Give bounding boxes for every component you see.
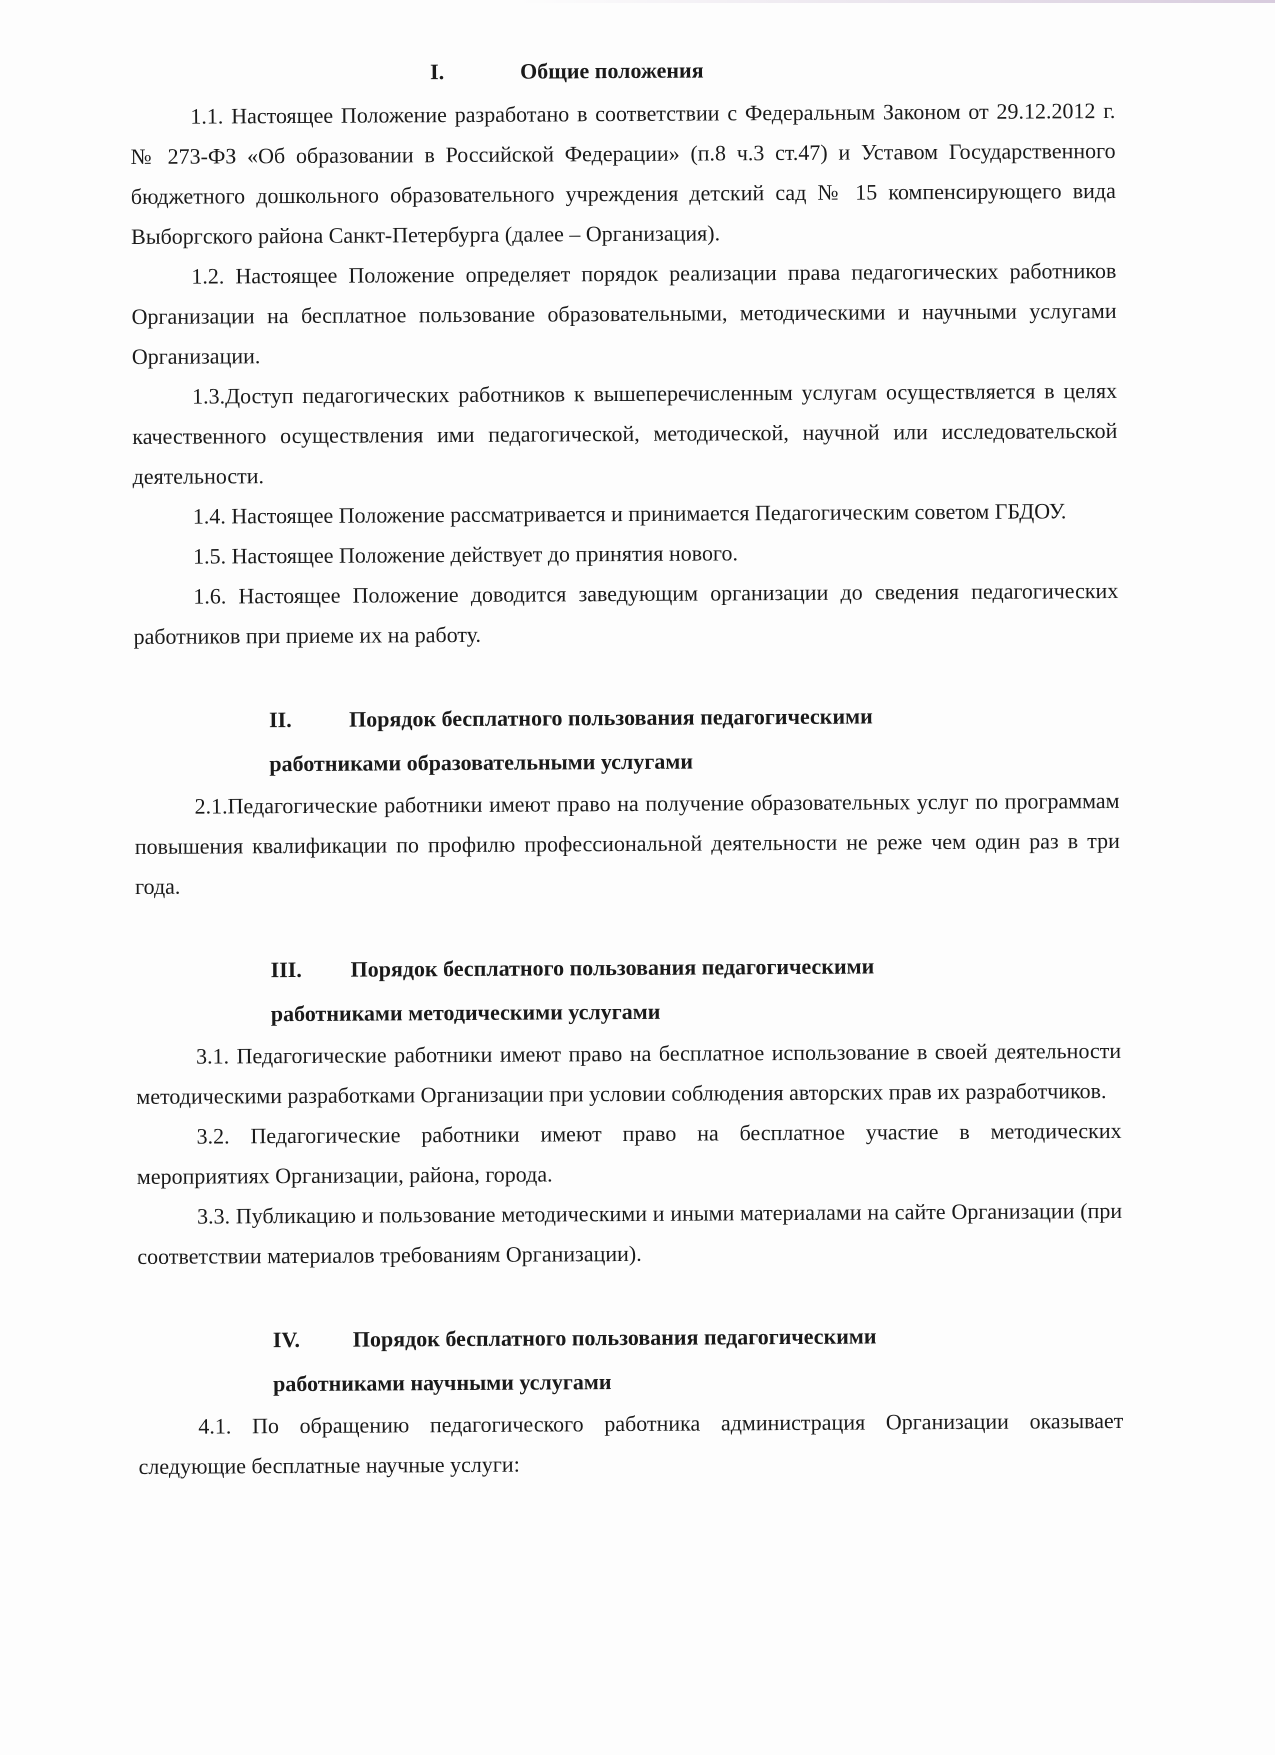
- section-3-number: III.: [270, 956, 302, 983]
- section-4-title-line-1: Порядок бесплатного пользования педагогическими: [352, 1323, 877, 1352]
- paragraph-1-6: 1.6. Настоящее Положение доводится заведующим организации до сведения педагогических работников при приеме их на работу.: [133, 577, 1119, 649]
- paragraph-1-2: 1.2. Настоящее Положение определяет порядок реализации права педагогических работников Организации на бесплатное пользование образовательными, методическими и научными услугами Организации.: [131, 257, 1117, 369]
- paragraph-1-5: 1.5. Настоящее Положение действует до принятия нового.: [192, 540, 739, 569]
- section-2-title-line-2: работниками образовательными услугами: [269, 748, 694, 777]
- section-1-number: I.: [430, 59, 445, 85]
- paragraph-3-3: 3.3. Публикацию и пользование методическими и иными материалами на сайте Организации (при соответствии материалов требованиям Организации).: [137, 1197, 1123, 1269]
- section-4-number: IV.: [272, 1326, 301, 1353]
- paragraph-1-3: 1.3.Доступ педагогических работников к вышеперечисленным услугам осуществляется в целях качественного осуществления ими педагогической, методической, научной или исследовательской деятельности.: [132, 377, 1118, 489]
- section-2-heading: [269, 693, 1120, 786]
- section-4-title-line-2: работниками научными услугами: [273, 1369, 612, 1397]
- section-2-number: II.: [268, 707, 292, 733]
- section-3-title-line-2: работниками методическими услугами: [270, 998, 661, 1027]
- section-1-heading: [430, 49, 1115, 91]
- paragraph-3-2: 3.2. Педагогические работники имеют право на бесплатное участие в методических мероприятиях Организации, района, города.: [136, 1117, 1122, 1189]
- document-body: [130, 49, 1124, 1487]
- paragraph-1-1: 1.1. Настоящее Положение разработано в соответствии с Федеральным Законом от 29.12.2012 г. № 273-ФЗ «Об образовании в Российской Федерации» (п.8 ч.3 ст.47) и Уставом Государственного бюджетного дошкольного образовательного учреждения детский сад № 15 компенсирующего вида Выборгского района Санкт-Петербурга (далее – Организация).: [130, 97, 1116, 249]
- paragraph-4-1: 4.1. По обращению педагогического работника администрация Организации оказывает следующие бесплатные научные услуги:: [138, 1407, 1124, 1479]
- section-2-title-line-1: Порядок бесплатного пользования педагогическими: [348, 703, 873, 732]
- paragraph-1-4: 1.4. Настоящее Положение рассматривается и принимается Педагогическим советом ГБДОУ.: [192, 498, 1067, 529]
- section-4-heading: [273, 1313, 1124, 1406]
- paragraph-2-1: 2.1.Педагогические работники имеют право на получение образовательных услуг по программам повышения квалификации по профилю профессиональной деятельности не реже чем один раз в три года.: [134, 787, 1120, 899]
- paragraph-3-1: 3.1. Педагогические работники имеют право на бесплатное использование в своей деятельности методическими разработками Организации при условии соблюдения авторских прав их разработчиков.: [136, 1037, 1122, 1109]
- section-3-heading: [270, 943, 1121, 1036]
- section-1-title: Общие положения: [520, 57, 704, 84]
- scan-edge-mark: [520, 0, 1275, 3]
- section-3-title-line-1: Порядок бесплатного пользования педагогическими: [350, 953, 875, 982]
